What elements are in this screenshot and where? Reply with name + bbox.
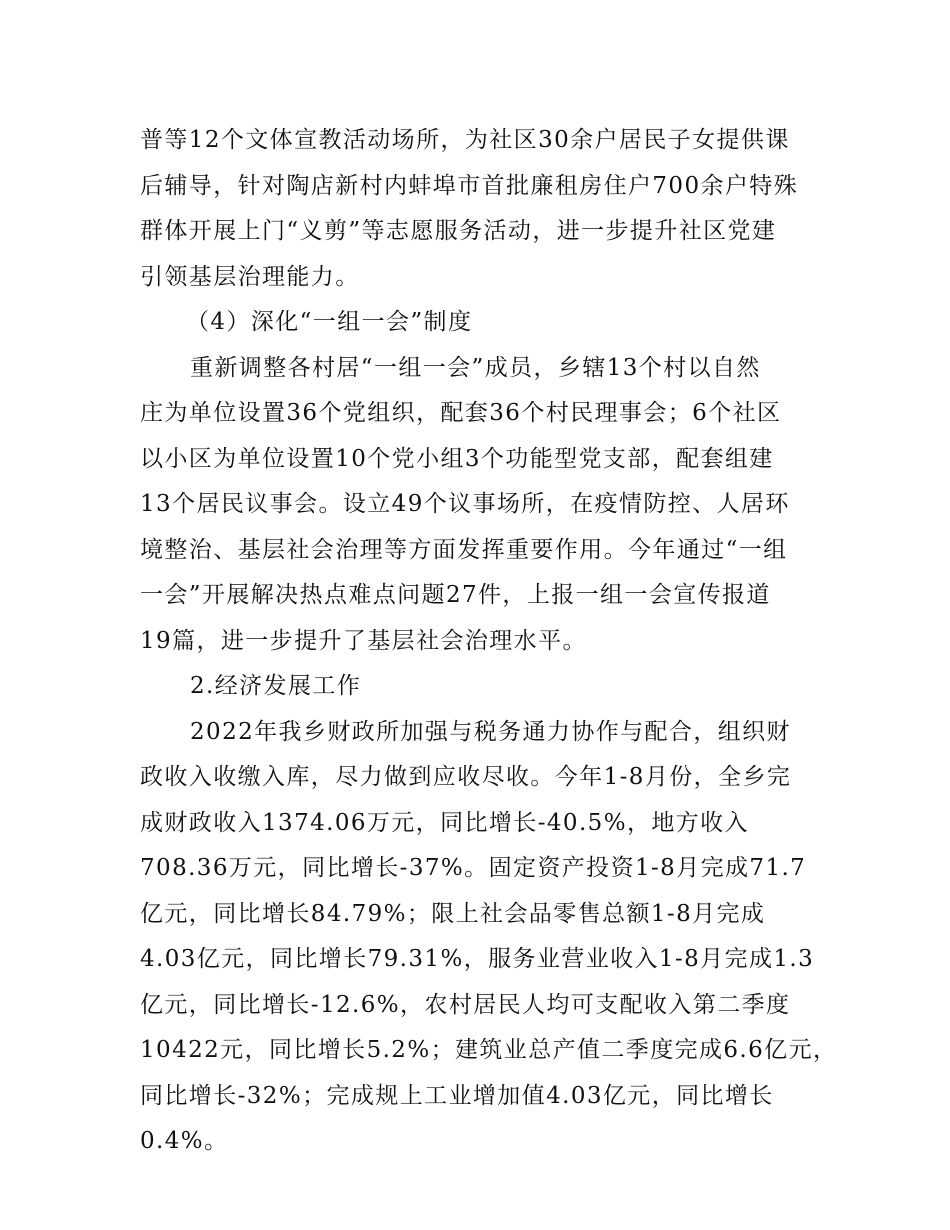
paragraph-first-line: 2022年我乡财政所加强与税务通力协作与配合，组织财 [190,718,791,745]
paragraph-line: 庄为单位设置36个党组织，配套36个村民理事会；6个社区 [140,400,782,426]
section-heading: （4）深化“一组一会”制度 [186,309,473,335]
paragraph-line: 13个居民议事会。设立49个议事场所，在疫情防控、人居环 [140,491,790,517]
paragraph-line: 引领基层治理能力。 [140,263,360,290]
paragraph-line: 同比增长-32%；完成规上工业增加值4.03亿元，同比增长 [140,1082,774,1109]
paragraph-line: 19篇，进一步提升了基层社会治理水平。 [140,627,587,654]
document-body [140,118,840,1165]
section-heading: 2.经济发展工作 [190,673,362,699]
paragraph-line: 境整治、基层社会治理等方面发挥重要作用。今年通过“一组 [140,536,788,563]
paragraph-line: 以小区为单位设置10个党小组3个功能型党支部，配套组建 [140,445,774,472]
paragraph-line: 708.36万元，同比增长-37%。固定资产投资1-8月完成71.7 [140,855,807,881]
paragraph-first-line: 重新调整各村居“一组一会”成员，乡辖13个村以自然 [190,354,761,381]
paragraph-line: 4.03亿元，同比增长79.31%，服务业营业收入1-8月完成1.3 [140,946,815,972]
paragraph-line: 10422元，同比增长5.2%；建筑业总产值二季度完成6.6亿元， [140,1037,838,1063]
paragraph-line: 政收入收缴入库，尽力做到应收尽收。今年1-8月份，全乡完 [140,764,792,790]
paragraph-line: 亿元，同比增长84.79%；限上社会品零售总额1-8月完成 [140,900,766,927]
paragraph-line: 成财政收入1374.06万元，同比增长-40.5%，地方收入 [140,809,749,836]
paragraph-line: 普等12个文体宣教活动场所，为社区30余户居民子女提供课 [140,127,790,153]
paragraph-line: 群体开展上门“义剪”等志愿服务活动，进一步提升社区党建 [140,218,777,244]
paragraph-line: 一会”开展解决热点难点问题27件，上报一组一会宣传报道 [140,582,771,608]
paragraph-line: 亿元，同比增长-12.6%，农村居民人均可支配收入第二季度 [140,991,791,1018]
paragraph-line: 0.4%。 [140,1128,229,1154]
paragraph-line: 后辅导，针对陶店新村内蚌埠市首批廉租房住户700余户特殊 [140,172,799,199]
